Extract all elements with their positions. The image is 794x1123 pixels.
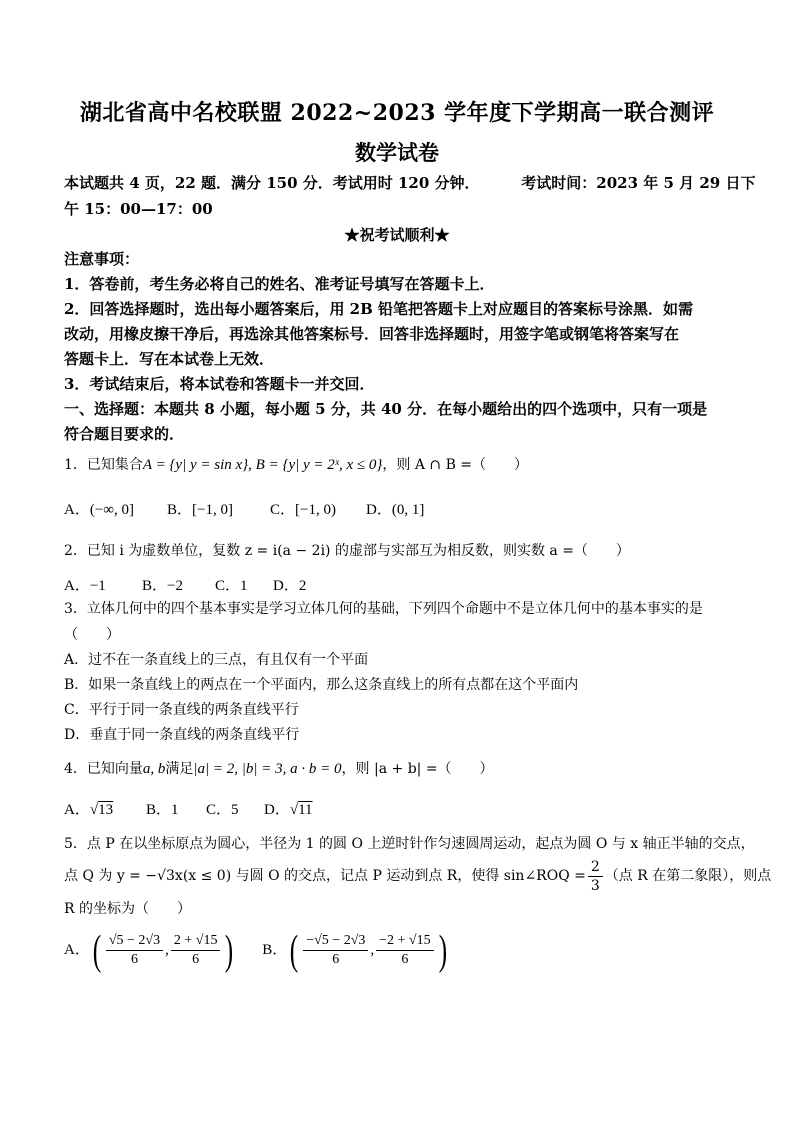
q5-option-b-y-den: 6 <box>401 952 409 968</box>
q5-option-a-x-den: 6 <box>130 952 138 968</box>
q4-mid: 满足 <box>165 761 194 777</box>
question-5-line2 <box>64 856 771 896</box>
q5-option-a-x-num: √5 − 2√3 <box>106 932 163 951</box>
q5-option-a-x <box>106 932 163 969</box>
q3-option-a: A．过不在一条直线上的三点，有且仅有一个平面 <box>64 652 369 668</box>
q1-option-c: C．[−1, 0) <box>270 502 336 518</box>
q5-options <box>64 926 450 974</box>
q4-prefix: 4．已知向量 <box>64 761 143 777</box>
q4-vectors: a, b <box>142 761 166 777</box>
q5-fraction <box>588 858 603 895</box>
question-3-line1: 3．立体几何中的四个基本事实是学习立体几何的基础，下列四个命题中不是立体几何中的基本事实的是 <box>64 601 703 617</box>
q5-option-b-y-num: −2 + √15 <box>376 932 433 951</box>
notice-item-2-line3: 答题卡上．写在本试卷上无效． <box>64 350 275 368</box>
notice-item-1: 1．答卷前，考生务必将自己的姓名、准考证号填写在答题卡上． <box>64 275 495 293</box>
notice-heading: 注意事项： <box>64 250 140 268</box>
q5-option-b-x-den: 6 <box>332 952 340 968</box>
q4-suffix: ，则 |a + b| =（ ） <box>341 761 494 777</box>
q4-options <box>64 798 313 819</box>
q2-option-d: D．2 <box>273 578 307 594</box>
question-2: 2．已知 i 为虚数单位，复数 z = i(a − 2i) 的虚部与实部互为相反数，则实数 a =（ ） <box>64 543 630 559</box>
q5-line2-part-a: 点 Q 为 y = −√3x(x ≤ 0) 与圆 O 的交点，记点 P 运动到点 R，使得 sin∠ROQ = <box>64 868 586 884</box>
q5-fraction-den: 3 <box>590 877 600 894</box>
exam-info-line1: 本试题共 4 页，22 题．满分 150 分．考试用时 120 分钟． 考试时间：2023 年 5 月 29 日下 <box>64 174 756 192</box>
exam-info-line2: 午 15：00—17：00 <box>64 200 213 218</box>
q1-suffix: ，则 A ∩ B =（ ） <box>382 457 529 473</box>
section1-heading-line1: 一、选择题：本题共 8 小题，每小题 5 分，共 40 分．在每小题给出的四个选项中，只有一项是 <box>64 400 708 418</box>
question-1: 1．已知集合A = {y| y = sin x}, B = {y| y = 2ˣ, x ≤ 0}，则 A ∩ B =（ ） <box>64 457 529 473</box>
q5-option-b-y <box>376 932 433 969</box>
q2-options <box>64 574 306 595</box>
q3-option-c: C．平行于同一条直线的两条直线平行 <box>64 702 299 718</box>
section1-heading-line2: 符合题目要求的． <box>64 425 185 443</box>
q4-option-d-value: 11 <box>298 802 313 818</box>
q5-option-b-x-num: −√5 − 2√3 <box>303 932 368 951</box>
q3-option-d: D．垂直于同一条直线的两条直线平行 <box>64 727 300 743</box>
q4-option-a-label: A． <box>64 802 90 818</box>
q1-option-b: B．[−1, 0] <box>167 502 233 518</box>
q5-option-b-label: B． <box>262 942 288 958</box>
q5-option-b: B．( $\frac{-√5 - 2√3}{6}$ , $\frac{-2 + √15}{6}$ ) <box>262 927 447 974</box>
q4-condition: |a| = 2, |b| = 3, a · b = 0 <box>193 761 342 777</box>
q2-option-c: C．1 <box>215 578 248 594</box>
q4-option-c: C．5 <box>206 802 239 818</box>
q4-option-d-label: D． <box>264 802 290 818</box>
exam-title: 湖北省高中名校联盟 2022~2023 学年度下学期高一联合测评 <box>79 100 715 126</box>
q1-options <box>64 498 424 519</box>
q2-option-a: A．−1 <box>64 578 106 594</box>
q2-option-b: B．−2 <box>142 578 183 594</box>
notice-item-2-line1: 2．回答选择题时，选出每小题答案后，用 2B 铅笔把答题卡上对应题目的答案标号涂黑．如需 <box>64 300 694 318</box>
blessing-line: ★祝考试顺利★ <box>344 226 450 244</box>
question-3-line2: （ ） <box>64 627 120 643</box>
q1-prefix: 1．已知集合 <box>64 457 143 473</box>
exam-subtitle: 数学试卷 <box>355 140 439 165</box>
question-5-line1: 5．点 P 在以坐标原点为圆心，半径为 1 的圆 O 上逆时针作匀速圆周运动，起点为圆 O 与 x 轴正半轴的交点， <box>64 836 755 852</box>
q5-option-a: A．( $\frac{√5 - 2√3}{6}$ , $\frac{2 + √15}{6}$ ) <box>64 927 234 974</box>
question-4 <box>64 758 494 778</box>
q4-option-a-value: 13 <box>98 802 114 818</box>
q5-line2-part-b: （点 R 在第二象限），则点 <box>604 868 772 884</box>
notice-item-3: 3．考试结束后，将本试卷和答题卡一并交回． <box>64 375 375 393</box>
q5-option-b-x <box>303 932 368 969</box>
q5-option-a-label: A． <box>64 942 90 958</box>
q4-option-a: A．√13 <box>64 802 114 818</box>
q4-option-d: D．√11 <box>264 802 313 818</box>
q1-option-d: D．(0, 1] <box>366 502 425 518</box>
q5-option-a-y-num: 2 + √15 <box>171 932 221 951</box>
q1-set-a: A = {y| y = sin x} <box>142 457 249 473</box>
question-5-line3: R 的坐标为（ ） <box>64 901 191 917</box>
q1-set-b: B = {y| y = 2ˣ, x ≤ 0} <box>255 457 383 473</box>
q4-option-b: B．1 <box>146 802 179 818</box>
q5-fraction-num: 2 <box>588 858 603 877</box>
q1-option-a: A．(−∞, 0] <box>64 502 134 518</box>
q3-option-b: B．如果一条直线上的两点在一个平面内，那么这条直线上的所有点都在这个平面内 <box>64 677 579 693</box>
notice-item-2-line2: 改动，用橡皮擦干净后，再选涂其他答案标号．回答非选择题时，用签字笔或钢笔将答案写在 <box>64 325 680 343</box>
q5-option-a-y <box>171 932 221 969</box>
q5-option-a-y-den: 6 <box>192 952 200 968</box>
